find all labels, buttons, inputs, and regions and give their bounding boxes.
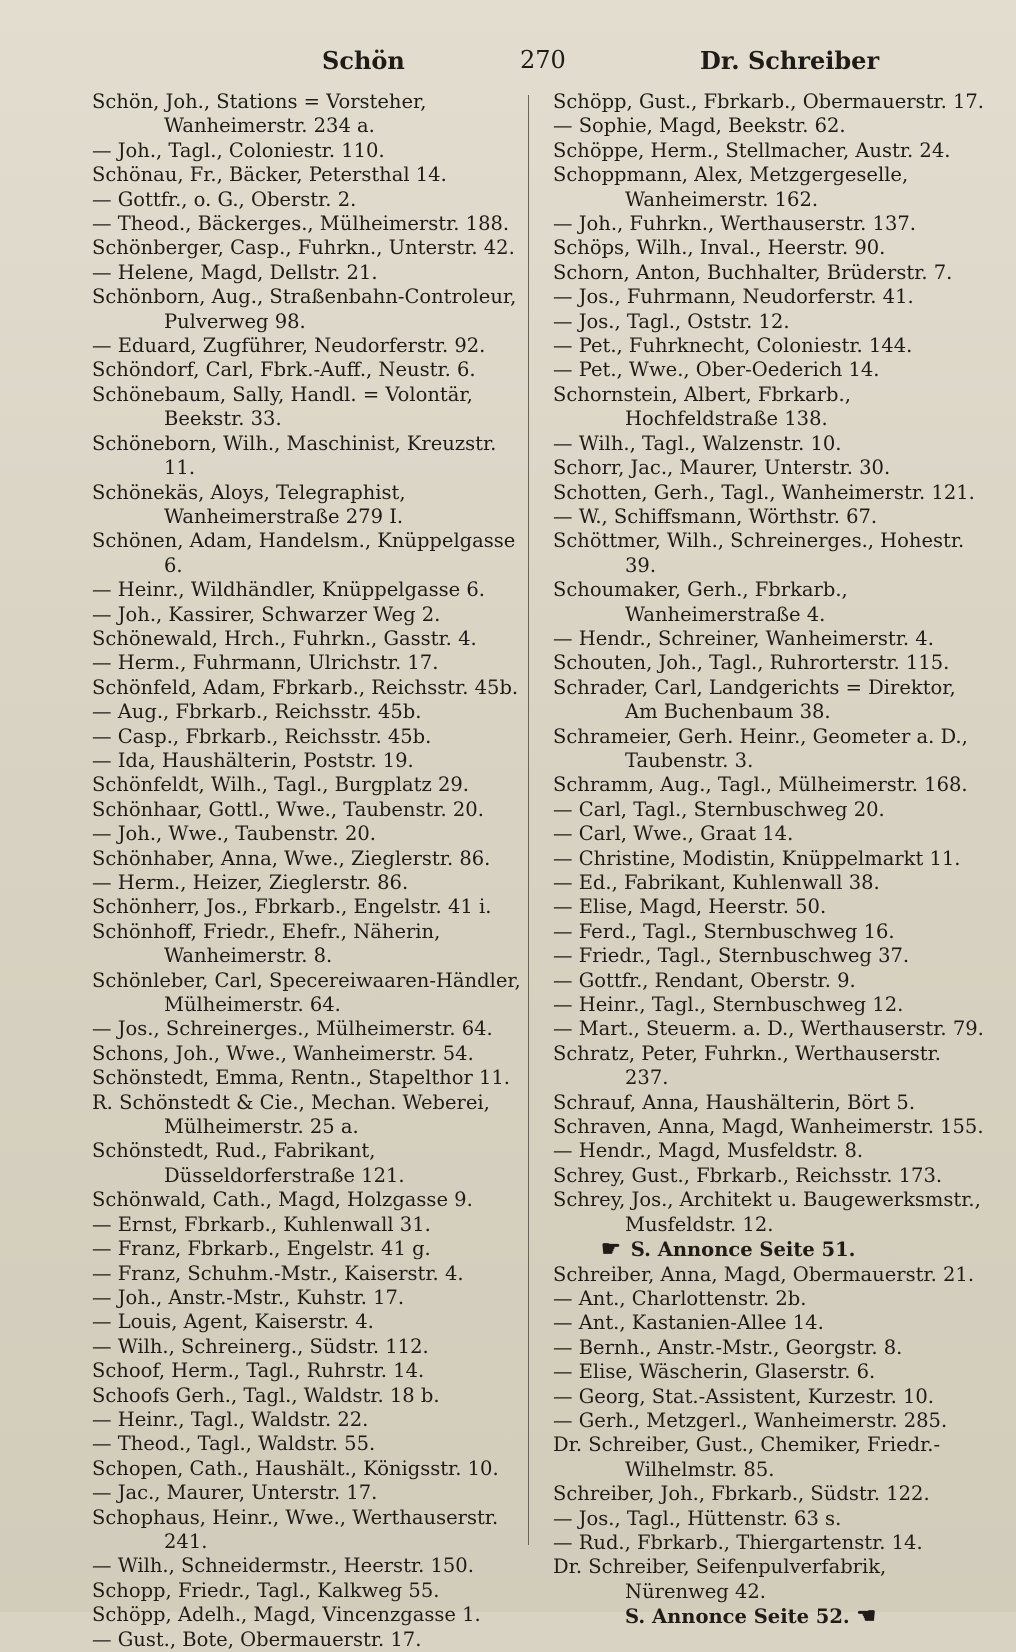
directory-entry: — Ida, Haushälterin, Poststr. 19. [92, 748, 414, 772]
directory-entry: Schönwald, Cath., Magd, Holzgasse 9. [92, 1188, 473, 1212]
directory-entry: Schouten, Joh., Tagl., Ruhrorterstr. 115. [553, 651, 950, 675]
directory-entry: — Mart., Steuerm. a. D., Werthauserstr. 79. [553, 1017, 984, 1041]
left-column [92, 90, 522, 1652]
directory-entry: Schönleber, Carl, Specereiwaaren-Händler, Mülheimerstr. 64. [92, 968, 521, 1017]
directory-entry: — Louis, Agent, Kaiserstr. 4. [92, 1310, 374, 1334]
directory-entry: Schratz, Peter, Fuhrkn., Werthauserstr. 237. [553, 1041, 941, 1090]
directory-entry: Schrey, Jos., Architekt u. Baugewerksmstr., Musfeldstr. 12. [553, 1188, 981, 1236]
directory-entry: — Joh., Tagl., Coloniestr. 110. [92, 138, 385, 162]
directory-entry: — Wilh., Schreinerg., Südstr. 112. [92, 1334, 429, 1358]
directory-entry: Schönhaber, Anna, Wwe., Zieglerstr. 86. [92, 846, 491, 870]
directory-entry: Schreiber, Joh., Fbrkarb., Südstr. 122. [553, 1482, 930, 1506]
directory-entry: Schrey, Gust., Fbrkarb., Reichsstr. 173. [553, 1163, 943, 1187]
directory-entry: — Jos., Tagl., Oststr. 12. [553, 309, 790, 333]
directory-entry: Schönberger, Casp., Fuhrkn., Unterstr. 42. [92, 236, 515, 260]
directory-entry: Schopen, Cath., Haushält., Königsstr. 10. [92, 1456, 499, 1480]
directory-entry: Schoof, Herm., Tagl., Ruhrstr. 14. [92, 1359, 425, 1383]
directory-entry: Schornstein, Albert, Fbrkarb., Hochfeldstraße 138. [553, 382, 851, 431]
directory-entry: Schöpp, Gust., Fbrkarb., Obermauerstr. 17. [553, 90, 984, 113]
directory-entry: Schophaus, Heinr., Wwe., Werthauserstr. 241. [92, 1505, 499, 1553]
directory-entry: — Heinr., Tagl., Waldstr. 22. [92, 1407, 369, 1431]
directory-entry: — Rud., Fbrkarb., Thiergartenstr. 14. [553, 1530, 923, 1554]
page-number: 270 [520, 46, 566, 74]
directory-entry: — Georg, Stat.-Assistent, Kurzestr. 10. [553, 1384, 934, 1408]
directory-entry: Dr. Schreiber, Gust., Chemiker, Friedr.-Wilhelmstr. 85. [553, 1433, 941, 1481]
directory-entry: — Franz, Fbrkarb., Engelstr. 41 g. [92, 1237, 431, 1261]
directory-entry: Schoumaker, Gerh., Fbrkarb., Wanheimerstraße 4. [553, 578, 848, 626]
directory-entry: — Gust., Bote, Obermauerstr. 17. [92, 1627, 422, 1651]
directory-entry: Schönebaum, Sally, Handl. = Volontär, Beekstr. 33. [92, 382, 473, 431]
directory-entry: — Sophie, Magd, Beekstr. 62. [553, 114, 846, 138]
directory-entry: — Elise, Wäscherin, Glaserstr. 6. [553, 1360, 876, 1384]
directory-entry: — Gerh., Metzgerl., Wanheimerstr. 285. [553, 1408, 948, 1432]
column-divider [528, 95, 529, 1545]
directory-entry: — Carl, Wwe., Graat 14. [553, 822, 794, 846]
directory-entry: — Helene, Magd, Dellstr. 21. [92, 260, 378, 284]
directory-entry: Schramm, Aug., Tagl., Mülheimerstr. 168. [553, 773, 968, 797]
annonce-text: S. Annonce Seite 51. [630, 1238, 856, 1262]
directory-entry: Schons, Joh., Wwe., Wanheimerstr. 54. [92, 1041, 474, 1065]
right-column-entries-a [553, 90, 989, 1237]
directory-entry: — Christine, Modistin, Knüppelmarkt 11. [553, 846, 961, 870]
directory-entry: Schönstedt, Rud., Fabrikant, Düsseldorferstraße 121. [92, 1139, 405, 1187]
directory-entry: Schraven, Anna, Magd, Wanheimerstr. 155. [553, 1115, 984, 1139]
directory-entry: Schönherr, Jos., Fbrkarb., Engelstr. 41 i. [92, 895, 492, 919]
directory-entry: Schönau, Fr., Bäcker, Petersthal 14. [92, 163, 447, 187]
directory-entry: Schöndorf, Carl, Fbrk.-Auff., Neustr. 6. [92, 358, 476, 382]
directory-entry: — Ant., Kastanien-Allee 14. [553, 1311, 824, 1335]
directory-entry: Schorn, Anton, Buchhalter, Brüderstr. 7. [553, 260, 953, 284]
directory-entry: — Aug., Fbrkarb., Reichsstr. 45b. [92, 700, 422, 724]
directory-entry: — Ernst, Fbrkarb., Kuhlenwall 31. [92, 1212, 431, 1236]
directory-entry: Schrauf, Anna, Haushälterin, Bört 5. [553, 1090, 916, 1114]
directory-entry: Schönhaar, Gottl., Wwe., Taubenstr. 20. [92, 797, 484, 821]
directory-entry: Schotten, Gerh., Tagl., Wanheimerstr. 121. [553, 480, 975, 504]
right-column-entries-b [553, 1263, 989, 1605]
directory-entry: Schönborn, Aug., Straßenbahn-Controleur, Pulverweg 98. [92, 285, 517, 333]
directory-entry: — Eduard, Zugführer, Neudorferstr. 92. [92, 334, 486, 358]
directory-entry: — Elise, Magd, Heerstr. 50. [553, 895, 827, 919]
directory-entry: Schöps, Wilh., Inval., Heerstr. 90. [553, 236, 886, 260]
directory-entry: — Casp., Fbrkarb., Reichsstr. 45b. [92, 724, 432, 748]
directory-entry: Schönewald, Hrch., Fuhrkn., Gasstr. 4. [92, 626, 477, 650]
directory-entry: — Pet., Fuhrknecht, Coloniestr. 144. [553, 334, 913, 358]
directory-entry: — Bernh., Anstr.-Mstr., Georgstr. 8. [553, 1335, 903, 1359]
directory-entry: — Jac., Maurer, Unterstr. 17. [92, 1481, 378, 1505]
directory-entry: — Gottfr., o. G., Oberstr. 2. [92, 187, 357, 211]
directory-entry: Schönfeld, Adam, Fbrkarb., Reichsstr. 45b. [92, 675, 519, 699]
directory-entry: Dr. Schreiber, Seifenpulverfabrik, Nürenweg 42. [553, 1555, 887, 1603]
directory-entry: Schönhoff, Friedr., Ehefr., Näherin, Wanheimerstr. 8. [92, 919, 441, 968]
directory-entry: — Heinr., Tagl., Sternbuschweg 12. [553, 993, 904, 1017]
directory-entry: — Pet., Wwe., Ober-Oederich 14. [553, 358, 880, 382]
directory-entry: Schönekäs, Aloys, Telegraphist, Wanheimerstraße 279 I. [92, 480, 406, 528]
pointing-hand-icon: ☚ [856, 1603, 877, 1630]
directory-entry: — Gottfr., Rendant, Oberstr. 9. [553, 968, 856, 992]
directory-entry: Schönfeldt, Wilh., Tagl., Burgplatz 29. [92, 773, 469, 797]
directory-entry: Schöneborn, Wilh., Maschinist, Kreuzstr. 11. [92, 431, 497, 480]
directory-entry: Schorr, Jac., Maurer, Unterstr. 30. [553, 456, 891, 480]
directory-entry: Schöppe, Herm., Stellmacher, Austr. 24. [553, 138, 951, 162]
directory-entry: R. Schönstedt & Cie., Mechan. Weberei, Mülheimerstr. 25 a. [92, 1090, 490, 1139]
pointing-hand-icon: ☛ [601, 1236, 621, 1263]
directory-entry: — Joh., Fuhrkn., Werthauserstr. 137. [553, 212, 916, 236]
header-right-keyword: Dr. Schreiber [700, 46, 880, 75]
directory-entry: — Wilh., Schneidermstr., Heerstr. 150. [92, 1554, 474, 1578]
directory-entry: Schönstedt, Emma, Rentn., Stapelthor 11. [92, 1066, 510, 1090]
directory-entry: — Jos., Fuhrmann, Neudorferstr. 41. [553, 285, 914, 309]
directory-entry: — Heinr., Wildhändler, Knüppelgasse 6. [92, 578, 485, 602]
directory-entry: Schoofs Gerh., Tagl., Waldstr. 18 b. [92, 1383, 440, 1407]
directory-entry: — Friedr., Tagl., Sternbuschweg 37. [553, 944, 910, 968]
directory-entry: Schrameier, Gerh. Heinr., Geometer a. D., Taubenstr. 3. [553, 724, 968, 772]
directory-entry: Schoppmann, Alex, Metzgergeselle, Wanheimerstr. 162. [553, 163, 909, 211]
directory-entry: — Theod., Tagl., Waldstr. 55. [92, 1432, 376, 1456]
directory-entry: Schopp, Friedr., Tagl., Kalkweg 55. [92, 1578, 440, 1602]
annonce-text: S. Annonce Seite 52. [625, 1605, 850, 1629]
directory-entry: — Jos., Tagl., Hüttenstr. 63 s. [553, 1506, 842, 1530]
directory-entry: — Joh., Wwe., Taubenstr. 20. [92, 822, 376, 846]
directory-entry: — Joh., Kassirer, Schwarzer Weg 2. [92, 602, 441, 626]
directory-entry: — Ferd., Tagl., Sternbuschweg 16. [553, 919, 895, 943]
directory-entry: Schön, Joh., Stations = Vorsteher, Wanheimerstr. 234 a. [92, 90, 427, 138]
directory-entry: — Theod., Bäckerges., Mülheimerstr. 188. [92, 212, 510, 236]
directory-entry: — Jos., Schreinerges., Mülheimerstr. 64. [92, 1017, 493, 1041]
directory-entry: Schreiber, Anna, Magd, Obermauerstr. 21. [553, 1262, 975, 1286]
directory-entry: — Ant., Charlottenstr. 2b. [553, 1286, 807, 1310]
header-left-keyword: Schön [322, 46, 405, 75]
directory-entry: Schöpp, Adelh., Magd, Vincenzgasse 1. [92, 1603, 481, 1627]
directory-entry: Schrader, Carl, Landgerichts = Direktor, Am Buchenbaum 38. [553, 675, 956, 724]
directory-entry: — Herm., Fuhrmann, Ulrichstr. 17. [92, 651, 439, 675]
directory-entry: — Wilh., Tagl., Walzenstr. 10. [553, 431, 842, 455]
right-column [553, 90, 989, 1630]
directory-entry: — Joh., Anstr.-Mstr., Kuhstr. 17. [92, 1285, 405, 1309]
annonce-reference-52 [553, 1604, 989, 1629]
directory-entry: — Hendr., Schreiner, Wanheimerstr. 4. [553, 626, 934, 650]
directory-entry: — W., Schiffsmann, Wörthstr. 67. [553, 504, 878, 528]
page-header [0, 40, 1016, 80]
directory-entry: — Hendr., Magd, Musfeldstr. 8. [553, 1139, 864, 1163]
directory-entry: — Herm., Heizer, Zieglerstr. 86. [92, 871, 409, 894]
directory-entry: — Carl, Tagl., Sternbuschweg 20. [553, 797, 885, 821]
directory-entry: — Ed., Fabrikant, Kuhlenwall 38. [553, 871, 880, 894]
directory-entry: Schönen, Adam, Handelsm., Knüppelgasse 6. [92, 529, 516, 577]
directory-entry: Schöttmer, Wilh., Schreinerges., Hohestr. 39. [553, 529, 965, 577]
annonce-reference-51 [553, 1237, 989, 1262]
directory-entry: — Franz, Schuhm.-Mstr., Kaiserstr. 4. [92, 1261, 464, 1285]
